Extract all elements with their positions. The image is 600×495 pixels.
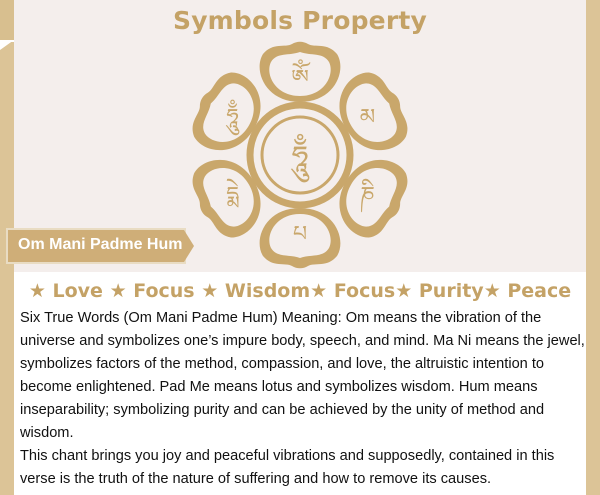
mantra-banner bbox=[8, 230, 184, 262]
petal-syllable: མ bbox=[359, 105, 376, 130]
petal-syllable: དྨེ bbox=[226, 183, 239, 208]
center-syllable: ཧཱུྃ bbox=[291, 140, 309, 175]
description-text bbox=[20, 307, 586, 491]
quality-item bbox=[310, 280, 395, 302]
description-line: wisdom. bbox=[20, 425, 74, 441]
quality-item bbox=[201, 280, 310, 302]
description-line: verse is the truth of the nature of suffering and how to remove its causes. bbox=[20, 471, 492, 487]
left-frame-border bbox=[0, 42, 14, 495]
quality-label: Love bbox=[52, 280, 103, 302]
petal-syllable: ཧཱུྃ bbox=[226, 105, 239, 130]
star-icon: ★ bbox=[395, 280, 413, 302]
description-line: symbolizes factors of the method, compassion, and love, the altruistic intention to bbox=[20, 356, 545, 372]
star-icon: ★ bbox=[310, 280, 328, 302]
mantra-label: Om Mani Padme Hum bbox=[18, 236, 183, 253]
petal-syllable: ཎི bbox=[360, 183, 375, 208]
petal-syllable: ཨོཾ bbox=[291, 66, 309, 91]
qualities-list bbox=[0, 280, 600, 302]
quality-label: Purity bbox=[418, 280, 484, 302]
star-icon: ★ bbox=[28, 280, 46, 302]
description-line: universe and symbolizes one’s impure body, speech, and mind. Ma Ni means the jewel, bbox=[20, 333, 585, 349]
quality-item bbox=[484, 280, 571, 302]
right-frame-border bbox=[586, 0, 600, 495]
star-icon: ★ bbox=[483, 280, 501, 302]
quality-label: Peace bbox=[507, 280, 572, 302]
description-line: inseparability; symbolizing purity and can be achieved by the unity of method and bbox=[20, 402, 545, 418]
quality-item bbox=[110, 280, 195, 302]
quality-item bbox=[395, 280, 483, 302]
description-line: become enlightened. Pad Me means lotus and symbolizes wisdom. Hum means bbox=[20, 379, 538, 395]
lotus-mandala-icon bbox=[185, 40, 415, 270]
star-icon: ★ bbox=[201, 280, 219, 302]
description-line: This chant brings you joy and peaceful vibrations and supposedly, contained in this bbox=[20, 448, 555, 464]
quality-label: Focus bbox=[133, 280, 195, 302]
petal-syllable: པ bbox=[292, 222, 308, 247]
quality-item bbox=[29, 280, 103, 302]
star-icon: ★ bbox=[109, 280, 127, 302]
description-line: Six True Words (Om Mani Padme Hum) Meaning: Om means the vibration of the bbox=[20, 310, 542, 326]
quality-label: Focus bbox=[333, 280, 396, 302]
frame-notch bbox=[0, 40, 14, 50]
quality-label: Wisdom bbox=[224, 280, 311, 302]
page-title: Symbols Property bbox=[172, 6, 428, 35]
